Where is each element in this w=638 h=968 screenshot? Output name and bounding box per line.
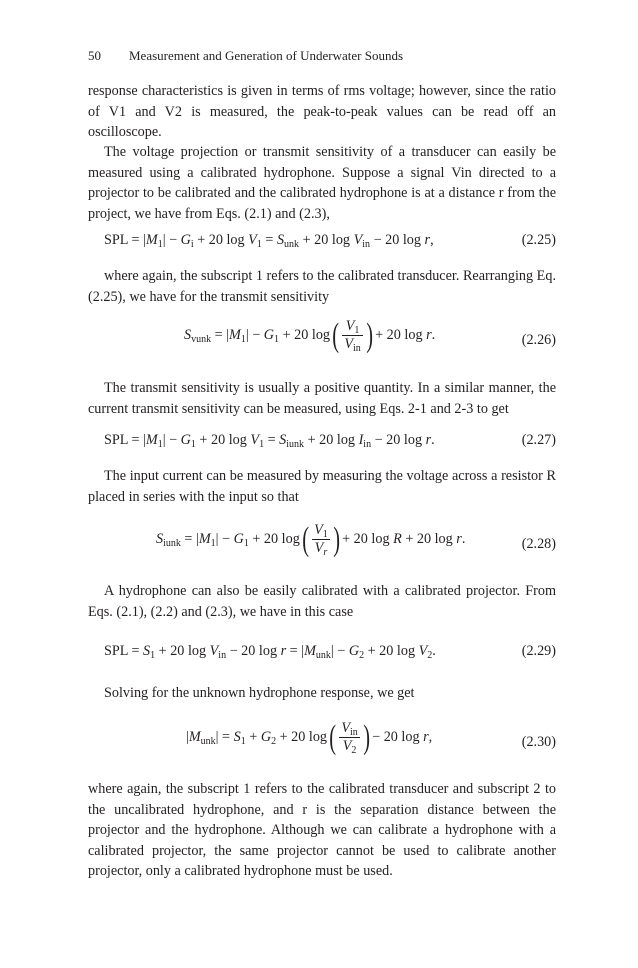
paragraph-1: response characteristics is given in terms of rms voltage; however, since the ratio of V1 and V2 is measured, the peak-to-peak values can be read off an oscilloscope. [88, 83, 556, 140]
running-header [88, 48, 403, 64]
equation-2-28: $S_{iunk} = |M_1| - G_1 + 20$ log( $\frac{V_1}{V_r}$ )+ 20 log R + 20 log r. (2.28) [156, 520, 556, 558]
running-title: Measurement and Generation of Underwater Sounds [129, 48, 403, 63]
equation-2-27: SPL = $|M_1| - G_1 + 20$ $\log V_1 = S_{iunk} + 20$ $\log I_{in} - 20$ log r. (2.27) [104, 432, 556, 450]
paragraph-2: The voltage projection or transmit sensitivity of a transducer can easily be measured using a calibrated hydrophone. Suppose a signal Vin directed to a projector to be calibrated and the calibrated hydrophone is at a distance r from the project, we have from Eqs. (2.1) and (2.3), [88, 144, 556, 222]
equation-number: (2.28) [521, 536, 556, 552]
paragraph-8: where again, the subscript 1 refers to the calibrated transducer and subscript 2 to the uncalibrated hydrophone, and r is the separation distance between the projector and the hydrophone. Although we can calibrate a hydrophone with a calibrated projector, the same projector cannot be used to calibrate another projector, only a calibrated hydrophone must be used. [88, 781, 556, 879]
paragraph-6: A hydrophone can also be easily calibrated with a calibrated projector. From Eqs. (2.1), (2.2) and (2.3), we have in this case [88, 583, 556, 620]
page-number: 50 [88, 48, 101, 63]
equation-number: (2.27) [521, 432, 556, 448]
paragraph-3: where again, the subscript 1 refers to the calibrated transducer. Rearranging Eq. (2.25), we have for the transmit sensitivity [88, 268, 556, 305]
equation-number: (2.29) [521, 643, 556, 659]
equation-2-29: SPL = $S_1 + 20$ $\log V_{in} - 20$ $\log r = |M_{unk}| - G_2 + 20$ $\log V_2$. (2.29) [104, 643, 556, 661]
equation-2-26: $S_{vunk} = |M_1| - G_1 + 20$ log( $\frac{V_1}{V_{in}}$ )+ 20 log r. (2.26) [184, 316, 556, 354]
equation-number: (2.26) [521, 332, 556, 348]
equation-number: (2.25) [521, 232, 556, 248]
paragraph-7: Solving for the unknown hydrophone response, we get [104, 685, 415, 701]
equation-2-25: SPL = $|M_1| - G_i + 20$ $\log V_1 = S_{unk} + 20$ $\log V_{in} - 20$ log r, (2.25) [104, 232, 556, 250]
paragraph-4: The transmit sensitivity is usually a positive quantity. In a similar manner, the current transmit sensitivity can be measured, using Eqs. 2-1 and 2-3 to get [88, 380, 556, 417]
paragraph-5: The input current can be measured by measuring the voltage across a resistor R placed in series with the input so that [88, 468, 556, 505]
equation-2-30: $|M_{unk}| = S_1 + G_2 + 20$ log( $\frac{V_{in}}{V_2}$ )− 20 log r, (2.30) [186, 718, 556, 756]
equation-number: (2.30) [521, 734, 556, 750]
